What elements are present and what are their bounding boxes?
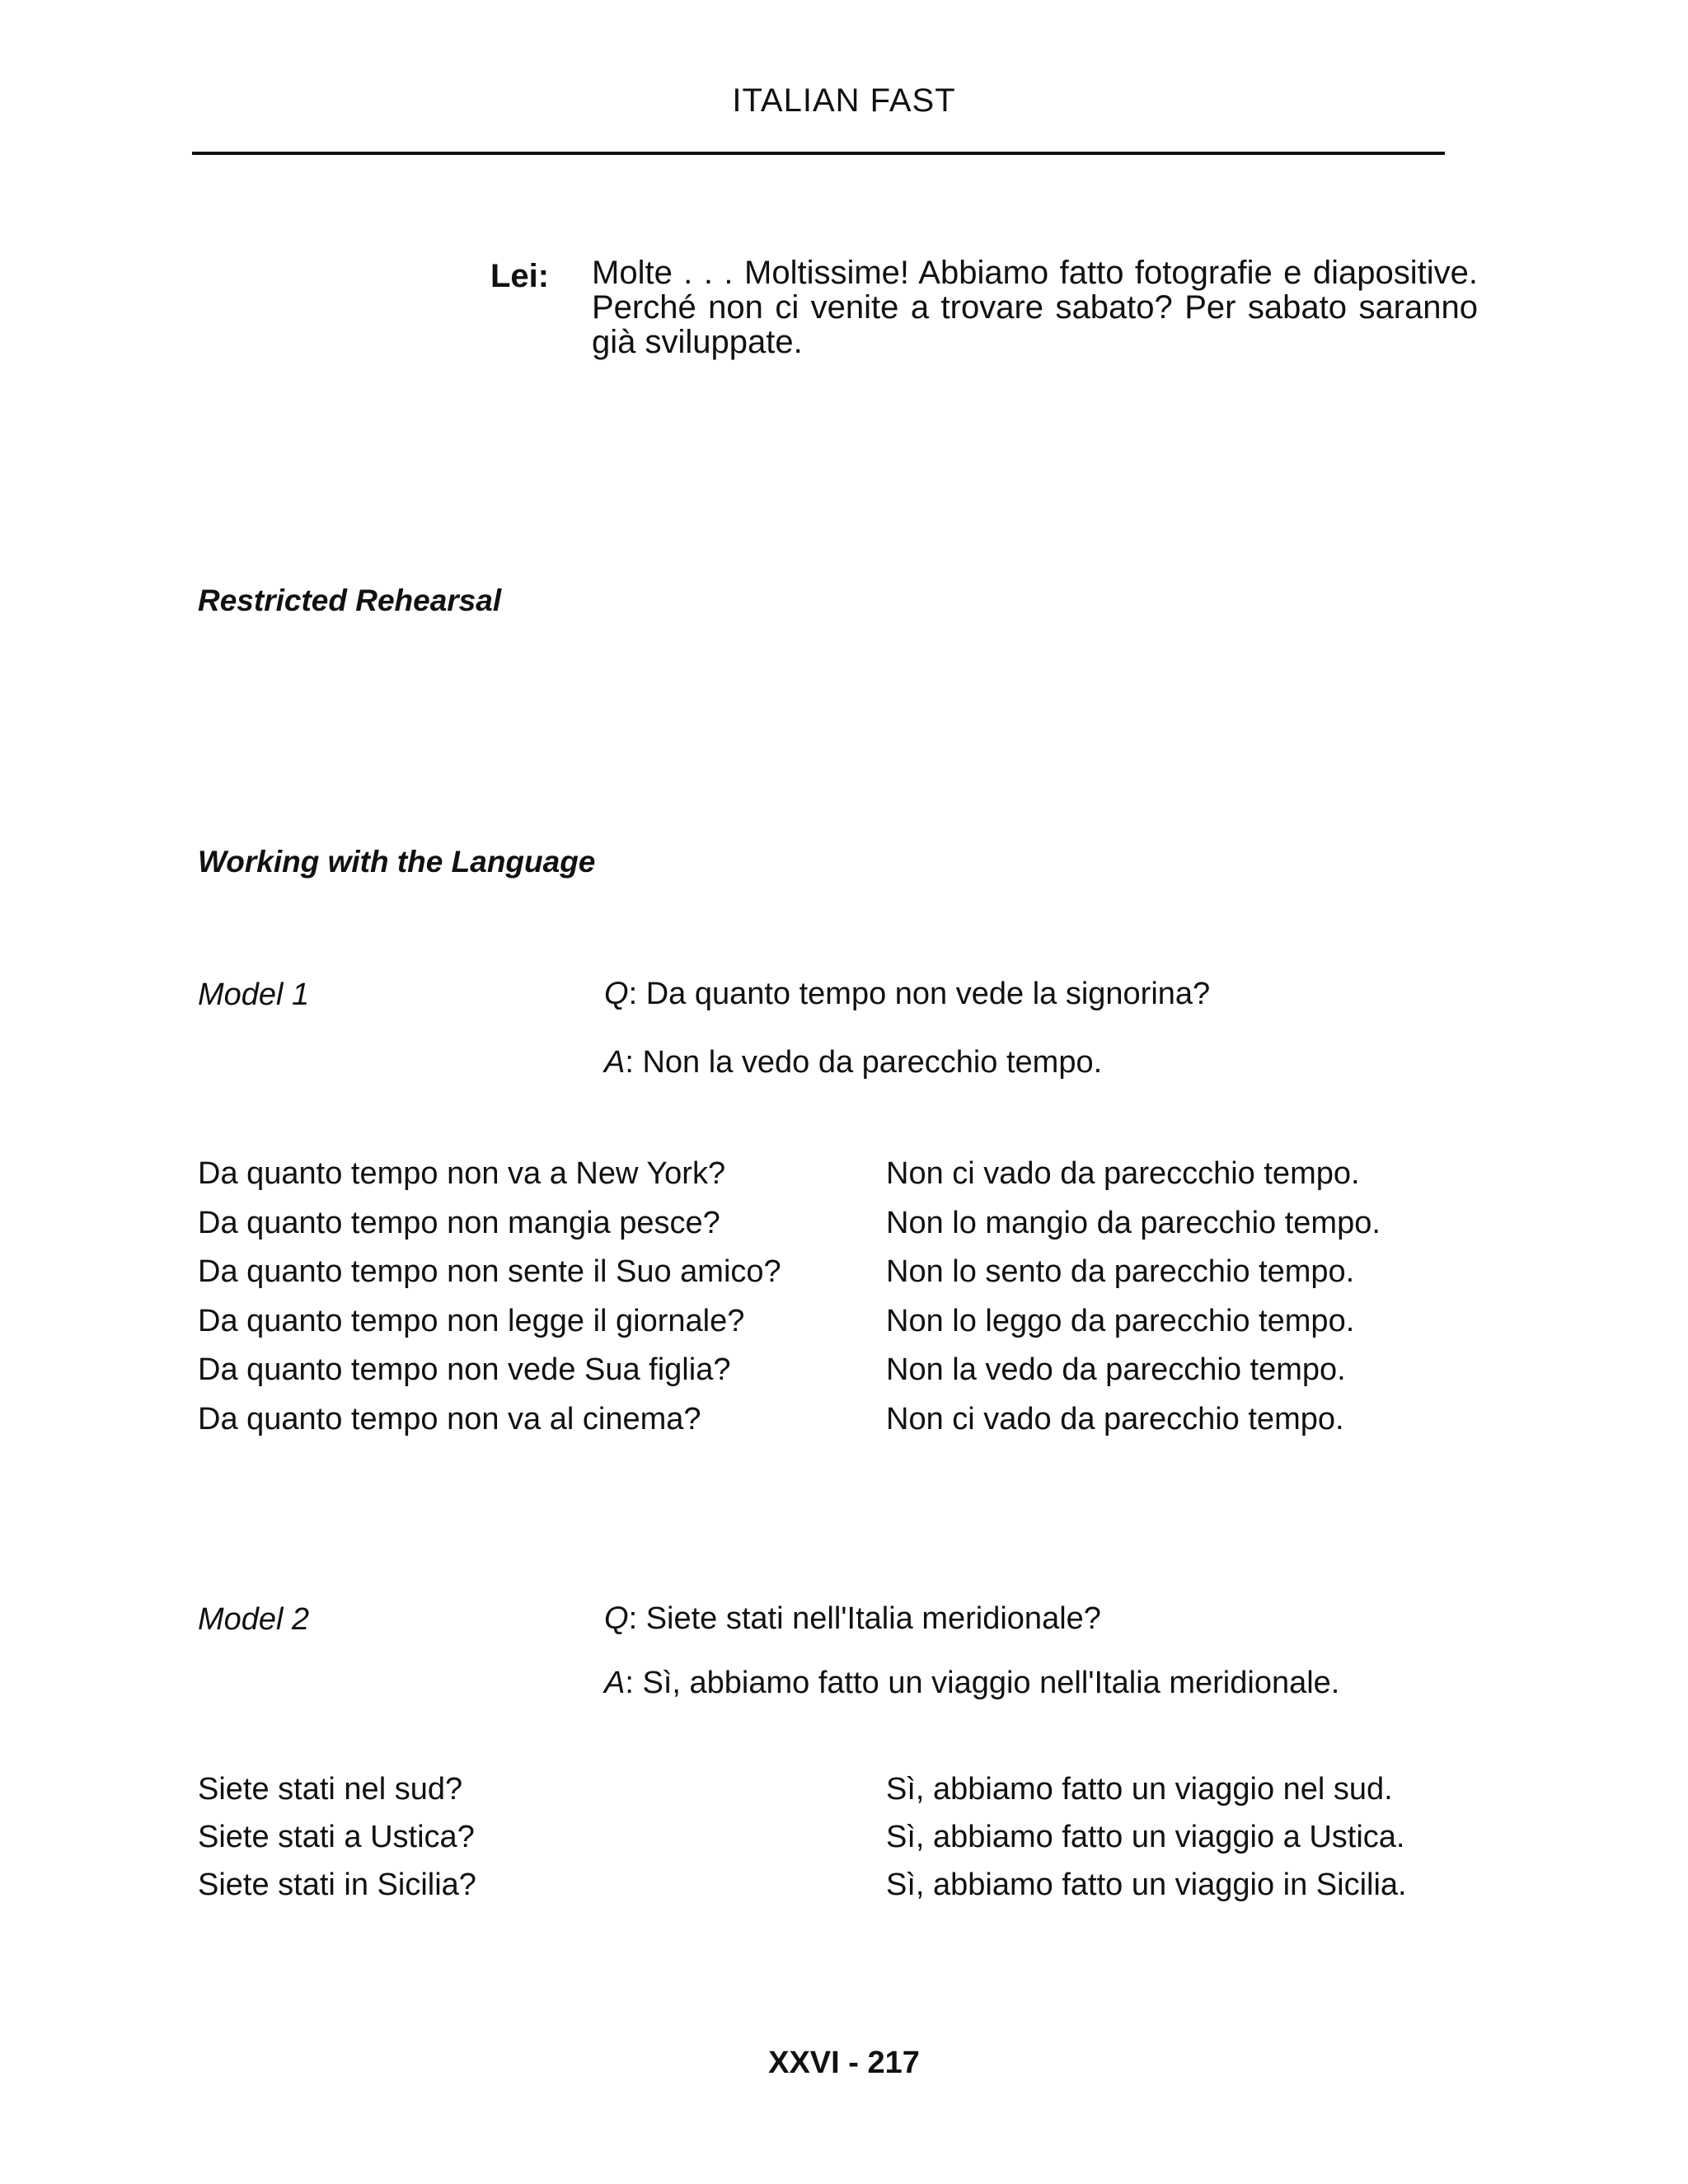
drill-answer: Non lo sento da parecchio tempo. (886, 1254, 1355, 1289)
model-2-answer-text: Sì, abbiamo fatto un viaggio nell'Italia meridionale. (642, 1666, 1340, 1700)
model-1-question-text: Da quanto tempo non vede la signorina? (645, 977, 1211, 1011)
answer-marker: A (604, 1045, 626, 1080)
drill-answer: Non ci vado da pareccchio tempo. (886, 1156, 1360, 1191)
drill-question: Da quanto tempo non va a New York? (198, 1156, 726, 1191)
drill-answer: Non lo mangio da parecchio tempo. (886, 1206, 1381, 1240)
model-1-question (604, 977, 1210, 1012)
model-2-answer (604, 1666, 1339, 1701)
drill-question: Da quanto tempo non vede Sua figlia? (198, 1352, 731, 1387)
dialogue-text: Molte . . . Moltissime! Abbiamo fatto fotografie e diapositive. Perché non ci venite a trovare sabato? Per sabato saranno già sviluppate. (592, 255, 1478, 360)
page-header-title: ITALIAN FAST (732, 82, 956, 119)
drill-question: Da quanto tempo non mangia pesce? (198, 1206, 720, 1240)
page-number: XXVI - 217 (768, 2046, 920, 2080)
drill-question: Siete stati in Sicilia? (198, 1868, 476, 1902)
drill-answer: Sì, abbiamo fatto un viaggio in Sicilia. (886, 1868, 1407, 1902)
section-heading-restricted-rehearsal: Restricted Rehearsal (198, 583, 502, 617)
model-2-question (604, 1601, 1101, 1637)
model-1-answer-text: Non la vedo da parecchio tempo. (642, 1045, 1103, 1080)
drill-answer: Non lo leggo da parecchio tempo. (886, 1304, 1355, 1338)
drill-question: Da quanto tempo non va al cinema? (198, 1402, 701, 1436)
drill-answer: Sì, abbiamo fatto un viaggio nel sud. (886, 1772, 1393, 1807)
drill-question: Siete stati a Ustica? (198, 1820, 475, 1854)
answer-separator: : (625, 1666, 634, 1700)
model-2-label: Model 2 (198, 1602, 310, 1637)
question-marker: Q (604, 1601, 629, 1636)
drill-question: Da quanto tempo non sente il Suo amico? (198, 1254, 781, 1289)
question-separator: : (628, 977, 638, 1011)
model-2-question-text: Siete stati nell'Italia meridionale? (645, 1601, 1101, 1636)
model-1-label: Model 1 (198, 977, 310, 1012)
drill-answer: Non ci vado da parecchio tempo. (886, 1402, 1344, 1436)
header-divider (192, 152, 1445, 155)
drill-answer: Non la vedo da parecchio tempo. (886, 1352, 1346, 1387)
answer-marker: A (604, 1666, 626, 1700)
drill-answer: Sì, abbiamo fatto un viaggio a Ustica. (886, 1820, 1405, 1854)
drill-question: Siete stati nel sud? (198, 1772, 463, 1807)
model-1-answer (604, 1045, 1102, 1080)
question-marker: Q (604, 977, 629, 1011)
question-separator: : (628, 1601, 638, 1636)
dialogue-speaker: Lei: (490, 258, 550, 294)
section-heading-working-with-language: Working with the Language (198, 845, 596, 879)
answer-separator: : (625, 1045, 634, 1080)
drill-question: Da quanto tempo non legge il giornale? (198, 1304, 745, 1338)
